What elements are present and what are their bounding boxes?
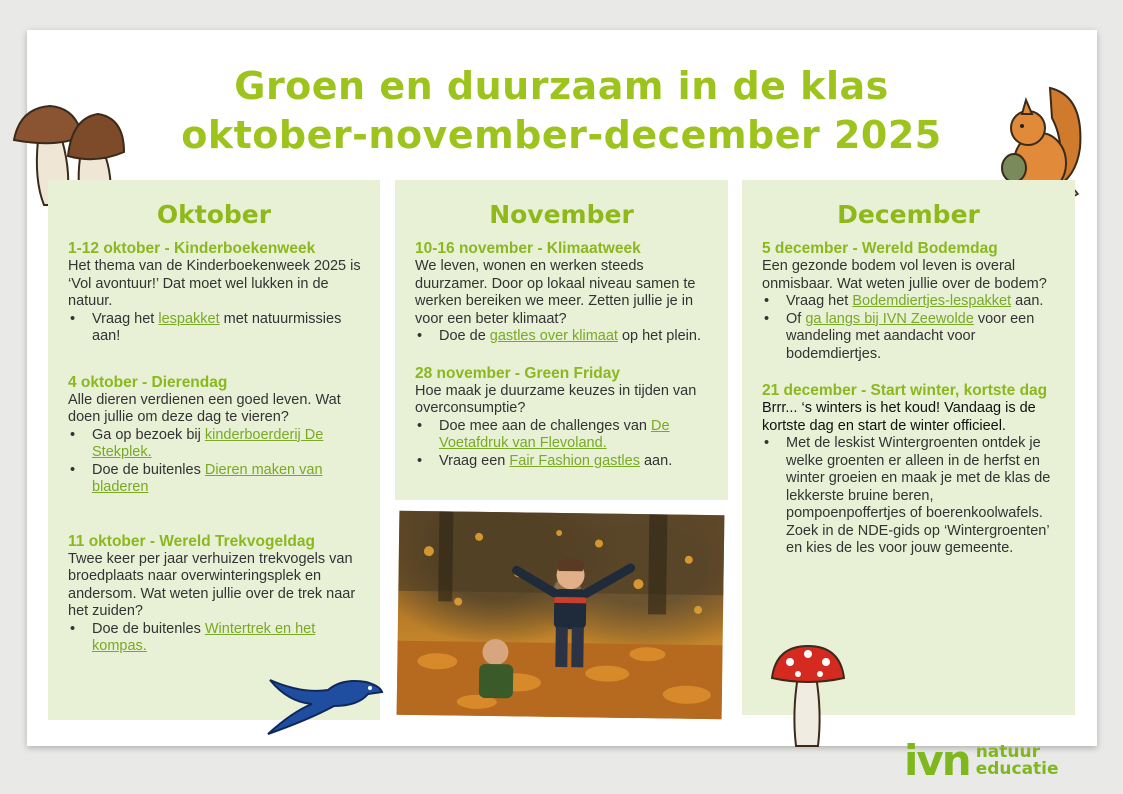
link-wintertrek[interactable]: Wintertrek en het kompas. bbox=[92, 620, 316, 654]
bullet-text: Of bbox=[786, 310, 806, 327]
bullet-text: op het plein. bbox=[617, 328, 701, 344]
link-dieren-maken[interactable]: Dieren maken van bladeren bbox=[92, 461, 323, 495]
link-voetafdruk[interactable]: De Voetafdruk van Flevoland. bbox=[439, 417, 670, 451]
event-title: 10-16 november - Klimaatweek bbox=[415, 240, 641, 257]
bullet-text: aan. bbox=[1011, 293, 1044, 309]
list-item bbox=[439, 328, 710, 346]
list-item bbox=[786, 311, 1057, 364]
list-item bbox=[439, 453, 710, 471]
bullet-text: Doe de buitenles bbox=[92, 620, 205, 637]
logo-line-2: educatie bbox=[975, 759, 1059, 779]
event-kinderboekenweek bbox=[48, 239, 380, 346]
column-december bbox=[742, 180, 1075, 715]
link-gastles-klimaat[interactable]: gastles over klimaat bbox=[489, 328, 618, 344]
month-heading: November bbox=[489, 200, 634, 229]
list-item bbox=[92, 311, 362, 346]
logo-line-1: natuur bbox=[975, 742, 1040, 762]
list-item bbox=[439, 418, 710, 453]
link-fair-fashion[interactable]: Fair Fashion gastles bbox=[509, 452, 640, 469]
event-title: 11 oktober - Wereld Trekvogeldag bbox=[68, 532, 315, 550]
event-title: 4 oktober - Dierendag bbox=[68, 373, 228, 391]
bullet-text: Doe mee aan de challenges van bbox=[439, 417, 652, 434]
event-title: 1-12 oktober - Kinderboekenweek bbox=[68, 240, 316, 257]
event-text: Brrr... ‘s winters is het koud! Vandaag is de kortste dag en start de winter officieel. bbox=[762, 400, 1036, 434]
bullet-text: Vraag het bbox=[92, 310, 159, 327]
event-start-winter bbox=[742, 381, 1075, 558]
event-title: 28 november - Green Friday bbox=[415, 364, 621, 382]
event-title: 5 december - Wereld Bodemdag bbox=[762, 240, 998, 257]
bullet-text: Vraag een bbox=[439, 452, 510, 469]
event-text: Het thema van de Kinderboekenweek 2025 is ‘Vol avontuur!’ Dat moet wel lukken in de natuur. bbox=[68, 258, 361, 309]
bullet-text: voor een wandeling met aandacht voor bodemdiertjes. bbox=[786, 310, 1035, 362]
bullet-text: Doe de buitenles bbox=[92, 461, 205, 478]
list-item bbox=[92, 621, 362, 656]
event-text: Hoe maak je duurzame keuzes in tijden van overconsumptie? bbox=[415, 382, 697, 416]
list-item bbox=[92, 427, 362, 462]
event-wereld-bodemdag bbox=[742, 239, 1075, 363]
bullet-text: Doe de bbox=[439, 328, 490, 344]
list-item bbox=[786, 435, 1057, 558]
ivn-logo bbox=[904, 738, 1059, 784]
link-ivn-zeewolde[interactable]: ga langs bij IVN Zeewolde bbox=[805, 310, 974, 327]
autumn-photo bbox=[397, 511, 725, 720]
page-title: Groen en duurzaam in de klas bbox=[234, 64, 889, 108]
fly-agaric-icon bbox=[768, 642, 848, 750]
bullet-text: aan. bbox=[639, 452, 673, 469]
link-bodemdiertjes[interactable]: Bodemdiertjes-lespakket bbox=[852, 293, 1012, 309]
list-item bbox=[92, 462, 362, 497]
event-text: Twee keer per jaar verhuizen trekvogels van broedplaats naar overwinteringsplek en andersom. Wat weten jullie over de trek naar het zuiden? bbox=[68, 550, 356, 619]
bullet-text: Met de leskist Wintergroenten ontdek je welke groenten er alleen in de herfst en winter groeien en maak je met de klas de lekkerste bruine beren, pompoenpoffertjes of boerenkoolwafels. Zoek in de NDE-gids op ‘Wintergroenten’ en kies de les voor jouw gemeente. bbox=[786, 435, 1051, 556]
month-heading: December bbox=[837, 200, 980, 229]
bullet-text: Ga op bezoek bij bbox=[92, 426, 205, 443]
column-november bbox=[395, 180, 728, 500]
link-lespakket[interactable]: lespakket bbox=[158, 310, 220, 327]
event-text: We leven, wonen en werken steeds duurzamer. Door op lokaal niveau samen te werken bereiken we meer. Zetten jullie je in voor een beter klimaat? bbox=[415, 258, 696, 327]
column-oktober bbox=[48, 180, 380, 720]
page-subtitle: oktober-november-december 2025 bbox=[181, 113, 942, 157]
event-title: 21 december - Start winter, kortste dag bbox=[762, 382, 1048, 399]
bullet-text: Vraag het bbox=[786, 293, 853, 309]
event-text: Een gezonde bodem vol leven is overal onmisbaar. Wat weten jullie over de bodem? bbox=[762, 258, 1047, 292]
event-trekvogeldag bbox=[48, 532, 380, 656]
event-green-friday bbox=[395, 364, 728, 471]
month-heading: Oktober bbox=[156, 200, 272, 229]
link-kinderboerderij[interactable]: kinderboerderij De Stekplek. bbox=[92, 426, 324, 460]
event-dierendag bbox=[48, 373, 380, 497]
list-item bbox=[786, 293, 1057, 311]
swallow-icon bbox=[262, 660, 387, 740]
logo-mark: ivn bbox=[904, 736, 970, 785]
bullet-text: met natuurmissies aan! bbox=[92, 310, 342, 344]
event-text: Alle dieren verdienen een goed leven. Wat doen jullie om deze dag te vieren? bbox=[68, 391, 341, 425]
event-klimaatweek bbox=[395, 239, 728, 346]
